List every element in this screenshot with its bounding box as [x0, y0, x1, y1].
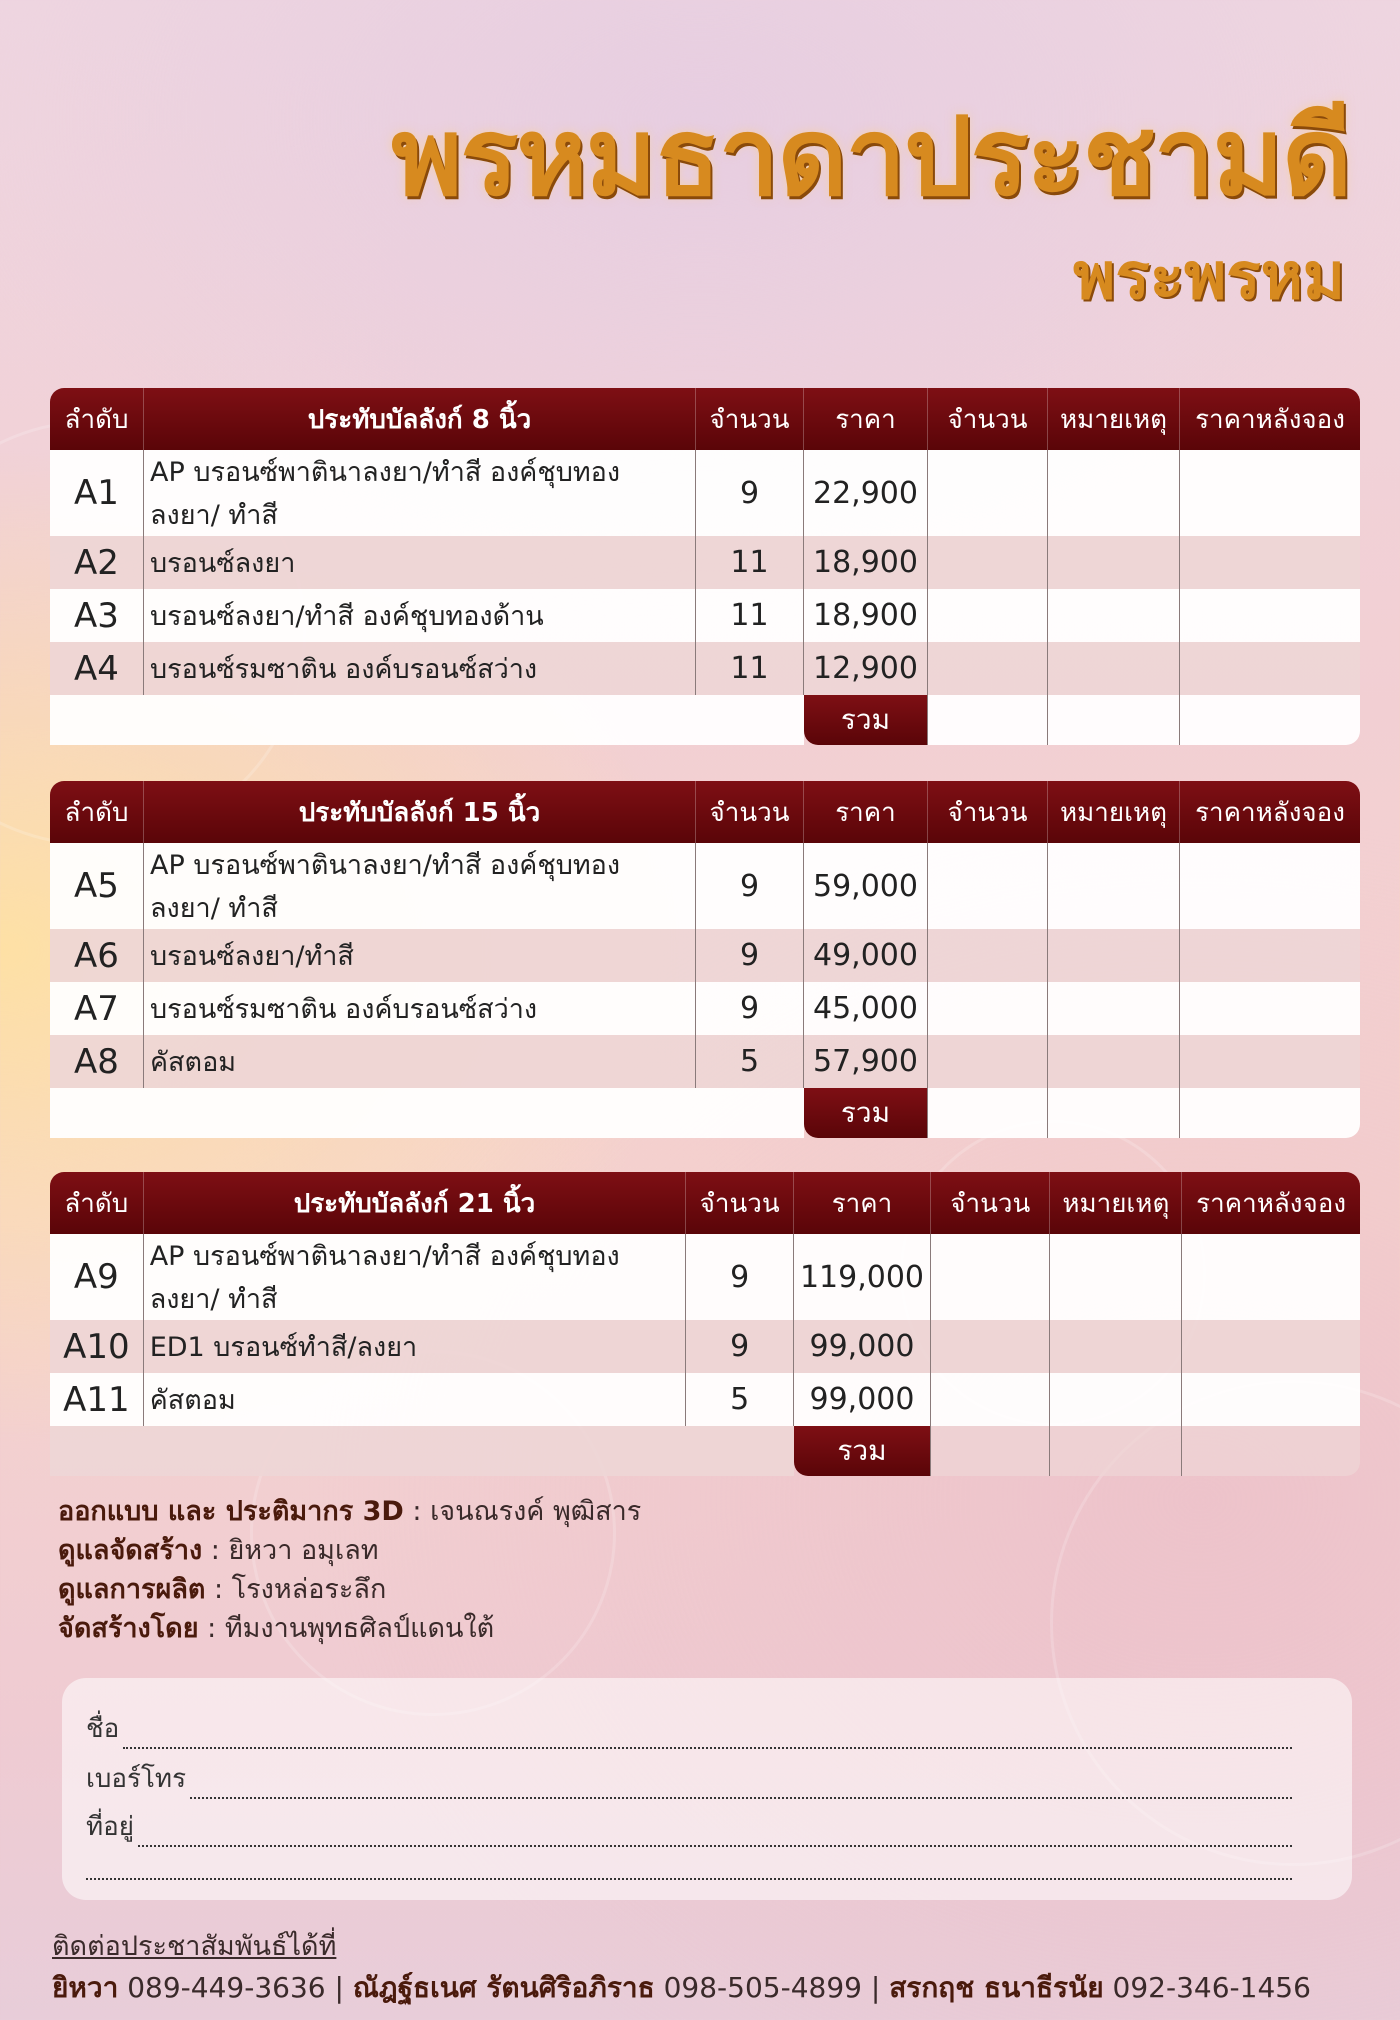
note-cell[interactable] [1048, 982, 1180, 1035]
table-title: ประทับบัลลังก์ 15 นิ้ว [144, 781, 696, 843]
price-table-15-inch [50, 781, 1360, 1138]
order-qty-cell[interactable] [931, 1320, 1050, 1373]
col-header-price: ราคา [804, 781, 928, 843]
col-header-note: หมายเหตุ [1048, 388, 1180, 450]
credit-value: ยิหวา อมุเลท [228, 1535, 379, 1566]
note-cell[interactable] [1048, 589, 1180, 642]
order-qty-cell[interactable] [931, 1234, 1050, 1320]
total-note-cell[interactable] [1048, 1088, 1180, 1138]
credit-value: โรงหล่อระลึก [231, 1574, 387, 1605]
col-header-note: หมายเหตุ [1048, 781, 1180, 843]
note-cell[interactable] [1050, 1373, 1182, 1426]
item-code: A10 [50, 1320, 144, 1373]
item-qty: 9 [696, 929, 804, 982]
item-price: 12,900 [804, 642, 928, 695]
table-header-row [50, 1172, 1360, 1234]
item-code: A6 [50, 929, 144, 982]
phone-label: เบอร์โทร [86, 1764, 187, 1794]
col-header-order: ลำดับ [50, 388, 144, 450]
item-qty: 9 [696, 982, 804, 1035]
item-price: 18,900 [804, 536, 928, 589]
total-qty-cell[interactable] [931, 1426, 1050, 1476]
total-price-cell[interactable] [1180, 695, 1360, 745]
price-after-cell[interactable] [1180, 982, 1360, 1035]
note-cell[interactable] [1048, 642, 1180, 695]
col-header-price: ราคา [794, 1172, 931, 1234]
item-code: A5 [50, 843, 144, 929]
order-form [62, 1678, 1352, 1900]
credit-line: จัดสร้างโดย : ทีมงานพุทธศิลป์แดนใต้ [58, 1613, 495, 1644]
credit-value: เจนณรงค์ พุฒิสาร [430, 1496, 642, 1527]
table-row [50, 589, 1360, 642]
total-price-cell[interactable] [1180, 1088, 1360, 1138]
item-description: AP บรอนซ์พาตินาลงยา/ทำสี องค์ชุบทอง ลงยา/ ทำสี [144, 1234, 687, 1320]
col-header-order: ลำดับ [50, 781, 144, 843]
note-cell[interactable] [1048, 450, 1180, 536]
price-table-8-inch [50, 388, 1360, 745]
note-cell[interactable] [1050, 1320, 1182, 1373]
col-header-price-after: ราคาหลังจอง [1182, 1172, 1360, 1234]
credit-line: ออกแบบ และ ประติมากร 3D : เจนณรงค์ พุฒิสาร [58, 1496, 642, 1527]
table-title: ประทับบัลลังก์ 21 นิ้ว [144, 1172, 687, 1234]
table-row [50, 1035, 1360, 1088]
price-after-cell[interactable] [1180, 589, 1360, 642]
table-row [50, 982, 1360, 1035]
item-description: บรอนซ์ลงยา/ทำสี องค์ชุบทองด้าน [144, 589, 696, 642]
contact-name: ยิหวา [52, 1971, 119, 2004]
credit-label: จัดสร้างโดย [58, 1613, 199, 1644]
total-label: รวม [794, 1426, 931, 1476]
price-after-cell[interactable] [1180, 929, 1360, 982]
item-price: 119,000 [794, 1234, 931, 1320]
table-row [50, 1320, 1360, 1373]
price-after-cell[interactable] [1180, 450, 1360, 536]
contact-phone[interactable]: 089-449-3636 [127, 1971, 326, 2004]
col-header-order-qty: จำนวน [928, 388, 1048, 450]
item-description: AP บรอนซ์พาตินาลงยา/ทำสี องค์ชุบทอง ลงยา/ ทำสี [144, 450, 696, 536]
note-cell[interactable] [1048, 536, 1180, 589]
col-header-qty: จำนวน [696, 781, 804, 843]
item-code: A4 [50, 642, 144, 695]
item-price: 22,900 [804, 450, 928, 536]
order-qty-cell[interactable] [928, 450, 1048, 536]
item-price: 18,900 [804, 589, 928, 642]
item-description: คัสตอม [144, 1035, 696, 1088]
table-title: ประทับบัลลังก์ 8 นิ้ว [144, 388, 696, 450]
col-header-price: ราคา [804, 388, 928, 450]
name-field[interactable] [86, 1708, 1292, 1749]
col-header-qty: จำนวน [696, 388, 804, 450]
price-table-21-inch [50, 1172, 1360, 1476]
item-price: 59,000 [804, 843, 928, 929]
order-qty-cell[interactable] [928, 929, 1048, 982]
order-qty-cell[interactable] [931, 1373, 1050, 1426]
price-after-cell[interactable] [1182, 1373, 1360, 1426]
item-description: บรอนซ์ลงยา [144, 536, 696, 589]
item-price: 49,000 [804, 929, 928, 982]
table-row [50, 536, 1360, 589]
item-code: A3 [50, 589, 144, 642]
total-note-cell[interactable] [1050, 1426, 1182, 1476]
table-row [50, 1234, 1360, 1320]
table-row [50, 642, 1360, 695]
item-description: AP บรอนซ์พาตินาลงยา/ทำสี องค์ชุบทอง ลงยา/ ทำสี [144, 843, 696, 929]
item-qty: 9 [696, 843, 804, 929]
table-row [50, 843, 1360, 929]
contact-name: สรกฤช ธนาธีรนัย [889, 1971, 1104, 2004]
note-cell[interactable] [1048, 843, 1180, 929]
item-price: 45,000 [804, 982, 928, 1035]
contact-heading: ติดต่อประชาสัมพันธ์ได้ที่ [52, 1931, 337, 1962]
price-after-cell[interactable] [1182, 1320, 1360, 1373]
credit-line: ดูแลการผลิต : โรงหล่อระลึก [58, 1574, 387, 1605]
item-description: ED1 บรอนซ์ทำสี/ลงยา [144, 1320, 687, 1373]
col-header-price-after: ราคาหลังจอง [1180, 781, 1360, 843]
note-cell[interactable] [1050, 1234, 1182, 1320]
contact-phone[interactable]: 098-505-4899 [663, 1971, 862, 2004]
item-qty: 11 [696, 642, 804, 695]
total-row [50, 1426, 1360, 1476]
address-field[interactable] [86, 1806, 1292, 1847]
col-header-note: หมายเหตุ [1050, 1172, 1182, 1234]
item-qty: 5 [696, 1035, 804, 1088]
phone-field[interactable] [86, 1758, 1292, 1799]
total-label: รวม [804, 1088, 928, 1138]
col-header-order: ลำดับ [50, 1172, 144, 1234]
contact-phone[interactable]: 092-346-1456 [1112, 1971, 1311, 2004]
note-cell[interactable] [1048, 929, 1180, 982]
credit-label: ดูแลการผลิต [58, 1574, 206, 1605]
price-after-cell[interactable] [1180, 536, 1360, 589]
item-code: A1 [50, 450, 144, 536]
credit-label: ดูแลจัดสร้าง [58, 1535, 203, 1566]
credit-line: ดูแลจัดสร้าง : ยิหวา อมุเลท [58, 1535, 379, 1566]
order-qty-cell[interactable] [928, 982, 1048, 1035]
item-description: บรอนซ์รมซาติน องค์บรอนซ์สว่าง [144, 982, 696, 1035]
total-row [50, 695, 1360, 745]
page-title: พรหมธาดาประชามดี [391, 94, 1350, 220]
item-price: 99,000 [794, 1320, 931, 1373]
item-code: A11 [50, 1373, 144, 1426]
item-qty: 9 [686, 1234, 794, 1320]
col-header-qty: จำนวน [686, 1172, 794, 1234]
total-qty-cell[interactable] [928, 1088, 1048, 1138]
item-description: บรอนซ์ลงยา/ทำสี [144, 929, 696, 982]
total-qty-cell[interactable] [928, 695, 1048, 745]
order-qty-cell[interactable] [928, 1035, 1048, 1088]
total-label: รวม [804, 695, 928, 745]
order-qty-cell[interactable] [928, 536, 1048, 589]
credits-section [58, 1492, 641, 1648]
col-header-order-qty: จำนวน [928, 781, 1048, 843]
contact-line: ยิหวา 089-449-3636 | ณัฎฐ์ธเนศ รัตนศิริอภิราธ 098-505-4899 | สรกฤช ธนาธีรนัย 092-346-1456 [52, 1971, 1311, 2004]
item-description: คัสตอม [144, 1373, 687, 1426]
price-after-cell[interactable] [1180, 1035, 1360, 1088]
item-qty: 11 [696, 589, 804, 642]
credit-label: ออกแบบ และ ประติมากร 3D [58, 1496, 404, 1527]
col-header-price-after: ราคาหลังจอง [1180, 388, 1360, 450]
table-header-row [50, 388, 1360, 450]
item-code: A9 [50, 1234, 144, 1320]
note-cell[interactable] [1048, 1035, 1180, 1088]
table-row [50, 450, 1360, 536]
order-qty-cell[interactable] [928, 642, 1048, 695]
address-field-line-2[interactable] [86, 1854, 1292, 1880]
price-after-cell[interactable] [1180, 642, 1360, 695]
total-price-cell[interactable] [1182, 1426, 1360, 1476]
item-code: A8 [50, 1035, 144, 1088]
total-note-cell[interactable] [1048, 695, 1180, 745]
credit-value: ทีมงานพุทธศิลป์แดนใต้ [224, 1613, 495, 1644]
price-after-cell[interactable] [1182, 1234, 1360, 1320]
item-qty: 9 [696, 450, 804, 536]
item-qty: 5 [686, 1373, 794, 1426]
table-header-row [50, 781, 1360, 843]
item-qty: 11 [696, 536, 804, 589]
price-after-cell[interactable] [1180, 843, 1360, 929]
col-header-order-qty: จำนวน [931, 1172, 1050, 1234]
table-row [50, 1373, 1360, 1426]
item-price: 57,900 [804, 1035, 928, 1088]
table-row [50, 929, 1360, 982]
name-label: ชื่อ [86, 1714, 120, 1744]
page-subtitle: พระพรหม [1073, 239, 1345, 314]
address-label: ที่อยู่ [86, 1812, 134, 1842]
item-code: A2 [50, 536, 144, 589]
item-description: บรอนซ์รมซาติน องค์บรอนซ์สว่าง [144, 642, 696, 695]
total-row [50, 1088, 1360, 1138]
item-code: A7 [50, 982, 144, 1035]
item-price: 99,000 [794, 1373, 931, 1426]
contact-name: ณัฎฐ์ธเนศ รัตนศิริอภิราธ [352, 1971, 655, 2004]
item-qty: 9 [686, 1320, 794, 1373]
order-qty-cell[interactable] [928, 843, 1048, 929]
order-qty-cell[interactable] [928, 589, 1048, 642]
